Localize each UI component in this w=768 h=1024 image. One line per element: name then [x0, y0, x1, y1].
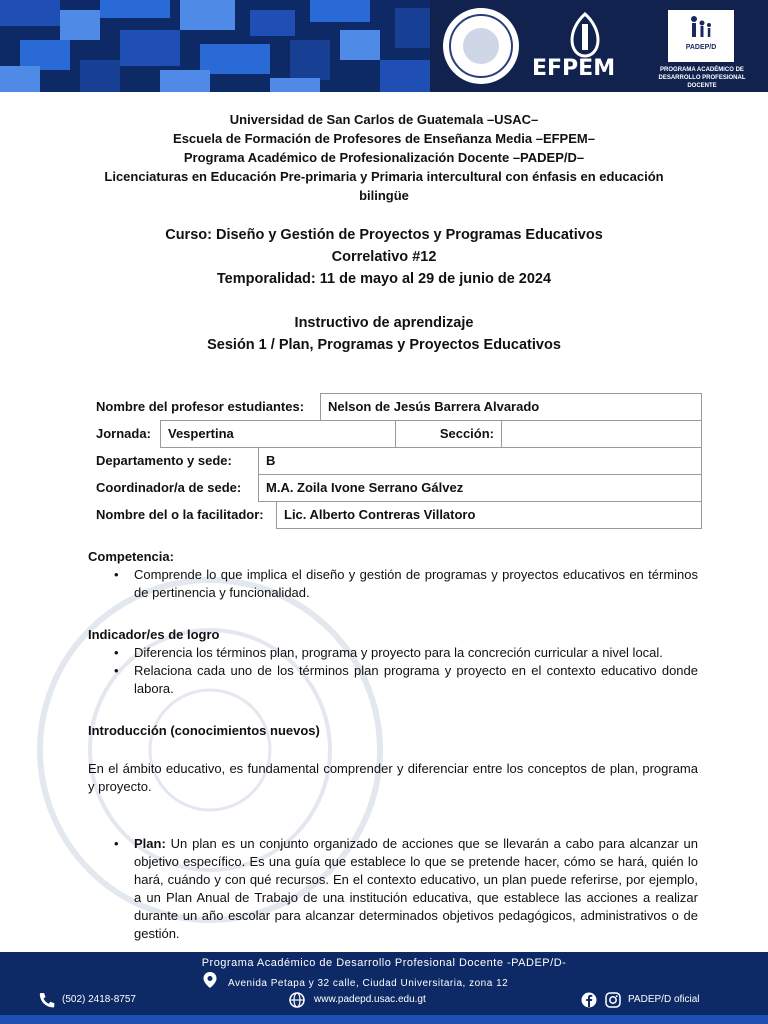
- institution-titles: [80, 110, 688, 205]
- location-icon: [200, 970, 220, 990]
- plan-section: [88, 835, 698, 943]
- title-program: Programa Académico de Profesionalización Docente –PADEP/D–: [183, 150, 585, 165]
- usac-seal-icon: [443, 8, 519, 84]
- bullet-icon: •: [114, 663, 119, 678]
- footer-website: www.padepd.usac.edu.gt: [314, 994, 426, 1005]
- title-university: Universidad de San Carlos de Guatemala –USAC–: [229, 112, 539, 127]
- list-item: • Diferencia los términos plan, programa y proyecto para la concreción curricular a nivel local.: [114, 645, 663, 660]
- indicadores-heading: Indicador/es de logro: [88, 627, 220, 642]
- facilitador-value: Lic. Alberto Contreras Villatoro: [276, 501, 702, 529]
- introduccion-heading: Introducción (conocimientos nuevos): [88, 723, 320, 738]
- departamento-label: Departamento y sede:: [96, 453, 232, 468]
- plan-definition: Un plan es un conjunto organizado de acciones que se llevarán a cabo para alcanzar un objetivo específico. Es una guía que establece lo que se pretende hacer, cómo se hará, quién lo hará, cuándo y con qué recursos. En el contexto educativo, un plan puede referirse, por ejemplo, a un Plan Anual de Trabajo de una institución educativa, que establece las acciones a realizar durante un año escolar para alcanzar determinados objetivos pedagógicos, administrativos o de gestión.: [134, 836, 698, 941]
- plan-term: Plan:: [134, 836, 166, 851]
- phone-icon: [38, 992, 56, 1008]
- title-degree-cont: bilingüe: [359, 188, 409, 203]
- instructivo-title: Instructivo de aprendizaje: [294, 315, 474, 331]
- decorative-blocks: [0, 0, 440, 92]
- footer-phone: (502) 2418-8757: [62, 994, 136, 1005]
- session-title: Sesión 1 / Plan, Programas y Proyectos Educativos: [207, 337, 561, 353]
- page-header: [0, 0, 768, 92]
- bullet-icon: •: [114, 567, 119, 582]
- jornada-label: Jornada:: [96, 426, 151, 441]
- title-school: Escuela de Formación de Profesores de Enseñanza Media –EFPEM–: [173, 131, 595, 146]
- indicadores-section: [88, 626, 698, 698]
- footer-stripe: [0, 1015, 768, 1024]
- footer-address: Avenida Petapa y 32 calle, Ciudad Universitaria, zona 12: [228, 978, 509, 989]
- page-footer: [0, 952, 768, 1024]
- competencia-section: [88, 548, 698, 602]
- globe-icon: [288, 992, 306, 1008]
- course-period: Temporalidad: 11 de mayo al 29 de junio de 2024: [216, 271, 552, 287]
- bullet-icon: •: [114, 645, 119, 660]
- coordinador-value: M.A. Zoila Ivone Serrano Gálvez: [258, 474, 702, 502]
- course-correlative: Correlativo #12: [331, 249, 437, 265]
- competencia-heading: Competencia:: [88, 549, 174, 564]
- seccion-value: [501, 420, 702, 448]
- course-name: Curso: Diseño y Gestión de Proyectos y Programas Educativos: [165, 227, 603, 243]
- student-value: Nelson de Jesús Barrera Alvarado: [320, 393, 702, 421]
- padep-label: PADEP/D: [685, 44, 717, 51]
- list-item: • Relaciona cada uno de los términos plan programa y proyecto en el contexto educativo donde labora.: [114, 663, 698, 696]
- bullet-icon: •: [114, 836, 119, 851]
- list-item: [88, 835, 698, 943]
- padep-logo: [668, 10, 734, 62]
- instagram-icon: [604, 992, 622, 1008]
- padep-caption: PROGRAMA ACADÉMICO DE DESARROLLO PROFESIONAL DOCENTE: [658, 67, 746, 89]
- footer-social: PADEP/D oficial: [628, 994, 700, 1005]
- instructivo-block: [80, 312, 688, 356]
- jornada-value: Vespertina: [160, 420, 396, 448]
- family-figures-icon: [686, 14, 716, 40]
- seccion-label: Sección:: [395, 420, 502, 448]
- efpem-logo-icon: [562, 10, 608, 60]
- course-block: [80, 224, 688, 290]
- introduccion-heading-block: [88, 722, 698, 740]
- coordinador-label: Coordinador/a de sede:: [96, 480, 242, 495]
- efpem-label: EFPEM: [532, 56, 616, 81]
- title-degree: Licenciaturas en Educación Pre-primaria y Primaria intercultural con énfasis en educación: [104, 169, 664, 184]
- facebook-icon: [580, 992, 598, 1008]
- footer-program: Programa Académico de Desarrollo Profesional Docente -PADEP/D-: [201, 957, 567, 969]
- departamento-value: B: [258, 447, 702, 475]
- list-item: • Comprende lo que implica el diseño y gestión de programas y proyectos educativos en términos de pertinencia y funcionalidad.: [114, 567, 698, 600]
- introduccion-paragraph: En el ámbito educativo, es fundamental comprender y diferenciar entre los conceptos de plan, programa y proyecto.: [88, 761, 698, 794]
- student-label: Nombre del profesor estudiantes:: [96, 399, 305, 414]
- facilitador-label: Nombre del o la facilitador:: [96, 507, 264, 522]
